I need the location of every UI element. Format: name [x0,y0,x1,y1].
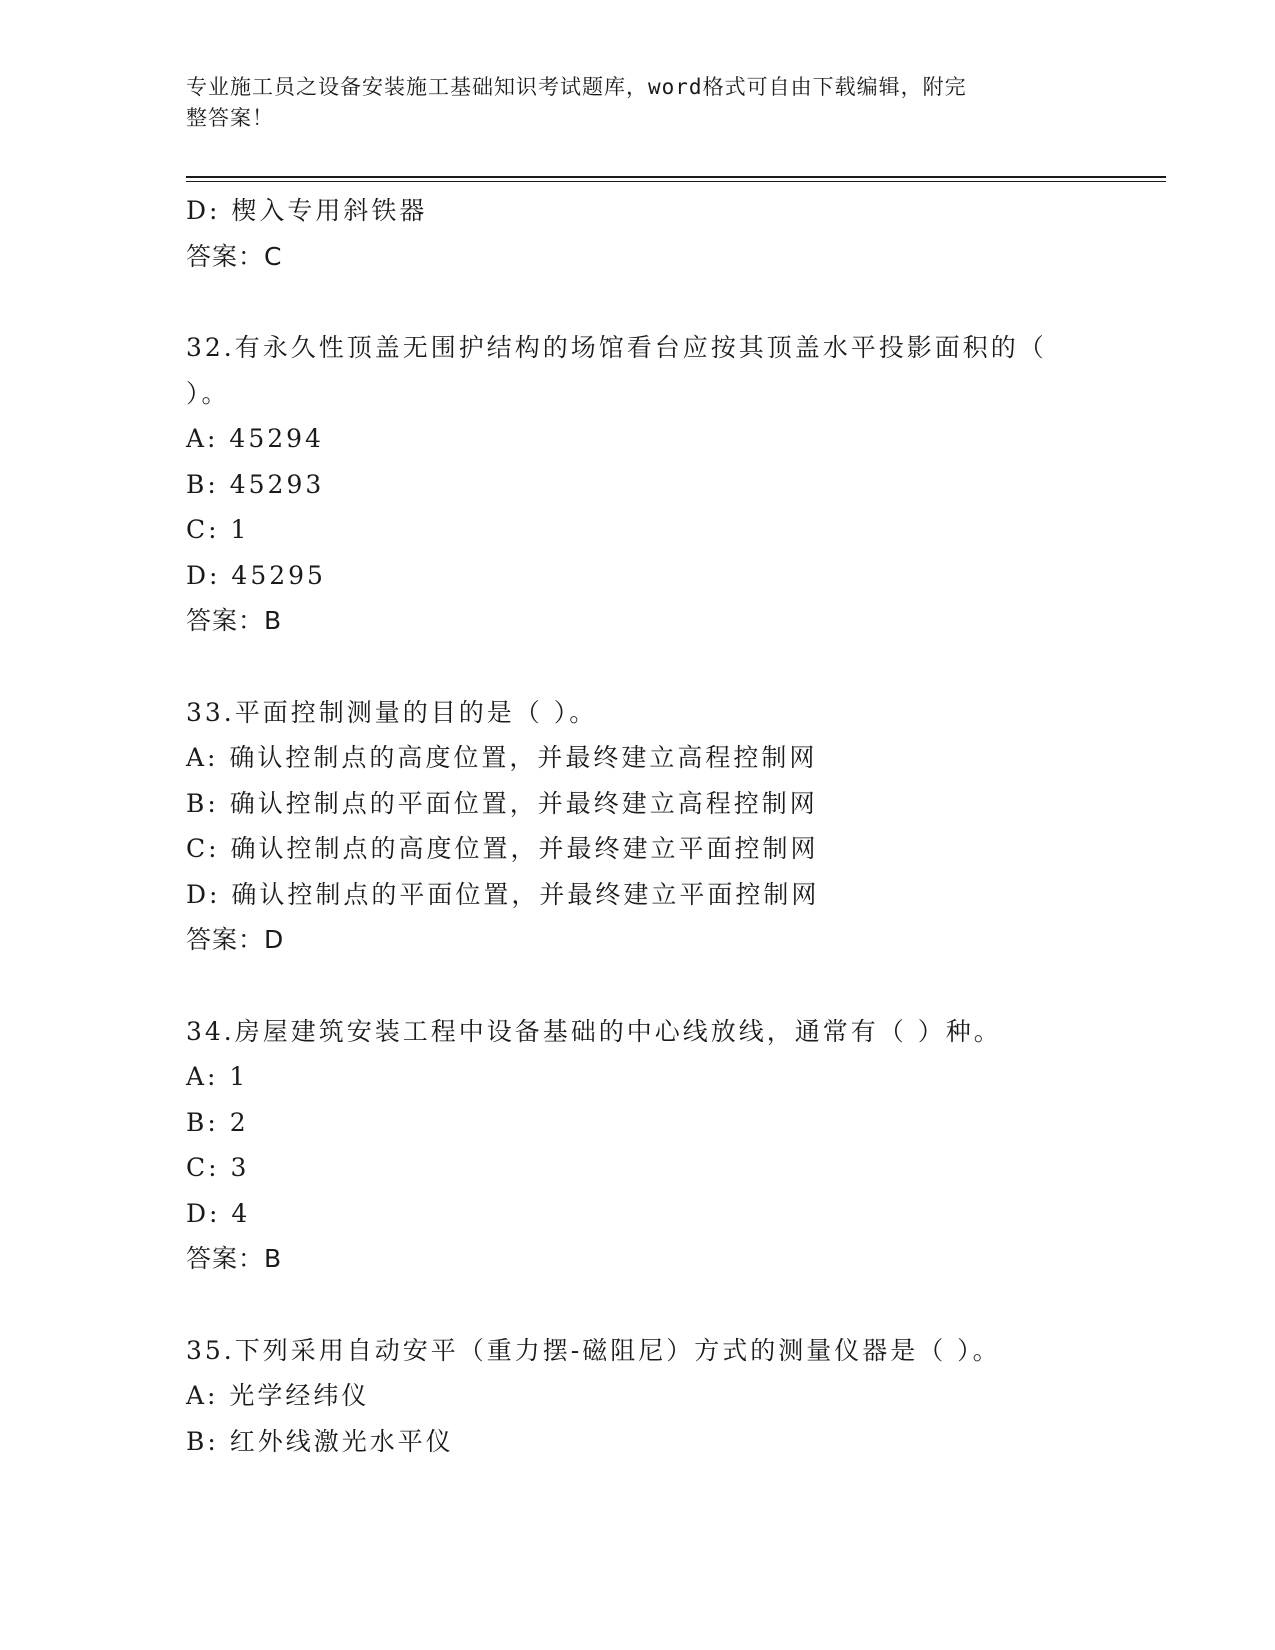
question-text: 32.有永久性顶盖无围护结构的场馆看台应按其顶盖水平投影面积的（ [186,333,1047,362]
header-divider-thin [186,181,1166,182]
option-d: D: 45295 [186,560,326,590]
option-b: B: 红外线激光水平仪 [186,1426,454,1456]
option-c: C: 确认控制点的高度位置，并最终建立平面控制网 [186,834,819,863]
option-a: A: 1 [186,1062,249,1091]
document-header [186,72,1066,134]
option-b: B: 确认控制点的平面位置，并最终建立高程控制网 [186,788,818,818]
option-b: B: 45293 [186,469,325,499]
header-line-1: 专业施工员之设备安装施工基础知识考试题库，word格式可自由下载编辑，附完 [186,75,967,99]
question-text-continued: ）。 [186,378,230,408]
question-list [186,188,1086,1464]
header-divider-thick [186,176,1166,178]
option-a: A: 确认控制点的高度位置，并最终建立高程控制网 [186,743,818,772]
answer-line: 答案：C [186,241,283,271]
option-d: D: 4 [186,1198,251,1228]
answer-line: 答案：B [186,606,283,635]
option-d: D: 确认控制点的平面位置，并最终建立平面控制网 [186,879,820,909]
question-text: 33.平面控制测量的目的是（ ）。 [186,697,598,727]
answer-line: 答案：B [186,1244,283,1273]
answer-line: 答案：D [186,925,285,954]
option-a: A: 45294 [186,424,324,453]
question-text: 35.下列采用自动安平（重力摆-磁阻尼）方式的测量仪器是（ ）。 [186,1335,1001,1365]
question-text: 34.房屋建筑安装工程中设备基础的中心线放线，通常有（ ）种。 [186,1016,1002,1046]
option-a: A: 光学经纬仪 [186,1381,370,1410]
option-c: C: 1 [186,515,250,544]
header-line-2: 整答案！ [186,106,274,130]
option-c: C: 3 [186,1153,250,1182]
option-d: D: 楔入专用斜铁器 [186,196,428,225]
option-b: B: 2 [186,1107,249,1137]
